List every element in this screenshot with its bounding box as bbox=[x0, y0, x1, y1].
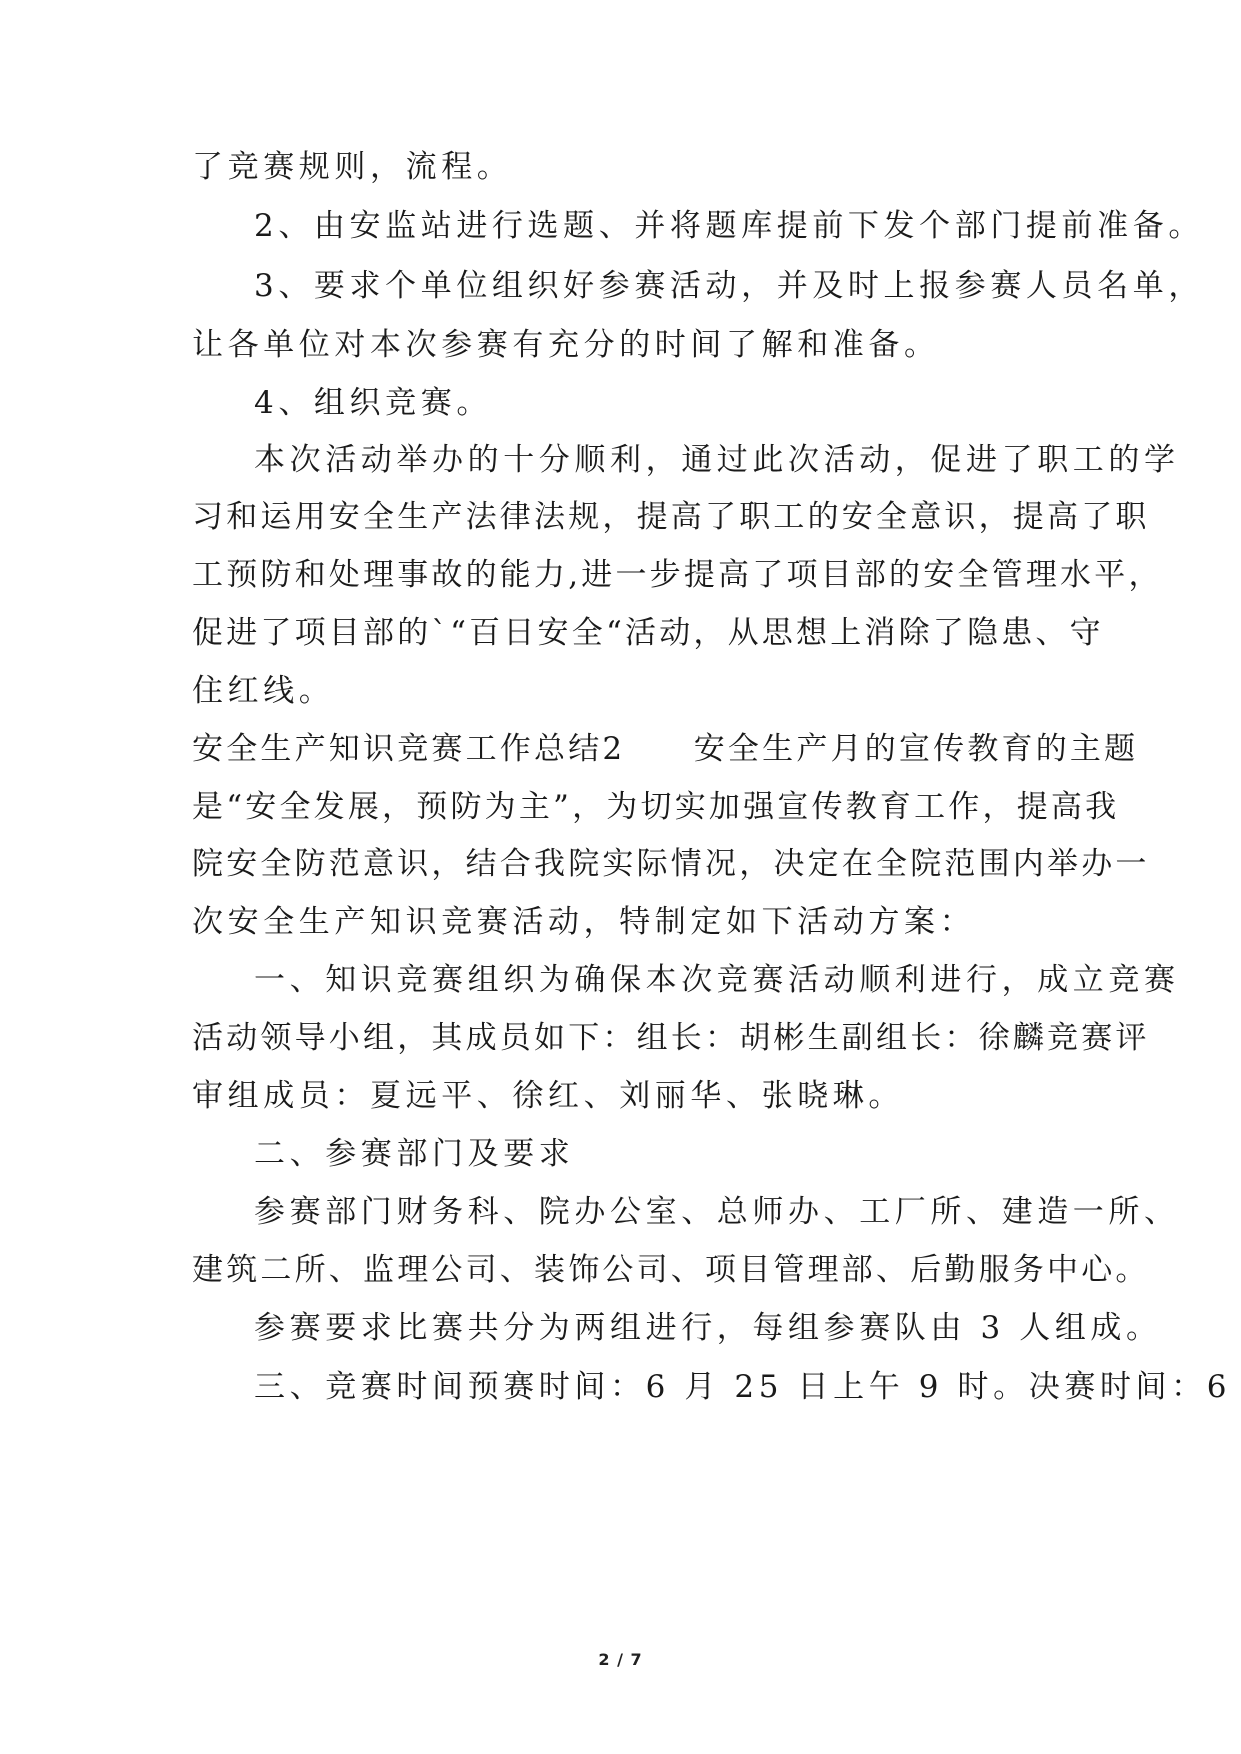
text-line-8: 工预防和处理事故的能力,进一步提高了项目部的安全管理水平， bbox=[192, 557, 1163, 593]
text-line-18: 二、参赛部门及要求 bbox=[254, 1136, 575, 1172]
text-line-15: 一、知识竞赛组织为确保本次竞赛活动顺利进行，成立竞赛 bbox=[254, 962, 1180, 998]
text-line-12: 是“安全发展，预防为主”，为切实加强宣传教育工作，提高我 bbox=[192, 789, 1120, 825]
text-line-11: 安全生产知识竞赛工作总结2 安全生产月的宣传教育的主题 bbox=[192, 731, 1139, 767]
text-line-21: 参赛要求比赛共分为两组进行，每组参赛队由 3 人组成。 bbox=[254, 1310, 1162, 1346]
text-line-4: 让各单位对本次参赛有充分的时间了解和准备。 bbox=[192, 327, 940, 363]
text-line-19: 参赛部门财务科、院办公室、总师办、工厂所、建造一所、 bbox=[254, 1194, 1180, 1230]
text-line-5: 4、组织竞赛。 bbox=[254, 385, 492, 421]
text-line-17: 审组成员：夏远平、徐红、刘丽华、张晓琳。 bbox=[192, 1078, 904, 1114]
text-line-16: 活动领导小组，其成员如下：组长：胡彬生副组长：徐麟竞赛评 bbox=[192, 1020, 1150, 1056]
text-line-6: 本次活动举办的十分顺利，通过此次活动，促进了职工的学 bbox=[254, 442, 1180, 478]
text-line-22: 三、竞赛时间预赛时间：6 月 25 日上午 9 时。决赛时间：6 bbox=[254, 1369, 1232, 1405]
text-line-2: 2、由安监站进行选题、并将题库提前下发个部门提前准备。 bbox=[254, 208, 1204, 244]
text-line-20: 建筑二所、监理公司、装饰公司、项目管理部、后勤服务中心。 bbox=[192, 1252, 1150, 1288]
text-line-3: 3、要求个单位组织好参赛活动，并及时上报参赛人员名单， bbox=[254, 268, 1204, 304]
text-line-10: 住红线。 bbox=[192, 673, 335, 709]
text-line-14: 次安全生产知识竞赛活动，特制定如下活动方案： bbox=[192, 904, 976, 940]
text-line-13: 院安全防范意识，结合我院实际情况，决定在全院范围内举办一 bbox=[192, 846, 1150, 882]
text-line-9: 促进了项目部的`“百日安全“活动，从思想上消除了隐患、守 bbox=[192, 615, 1104, 651]
page-number: 2 / 7 bbox=[598, 1650, 643, 1669]
text-line-7: 习和运用安全生产法律法规，提高了职工的安全意识，提高了职 bbox=[192, 499, 1150, 535]
text-line-1: 了竞赛规则，流程。 bbox=[192, 149, 513, 185]
